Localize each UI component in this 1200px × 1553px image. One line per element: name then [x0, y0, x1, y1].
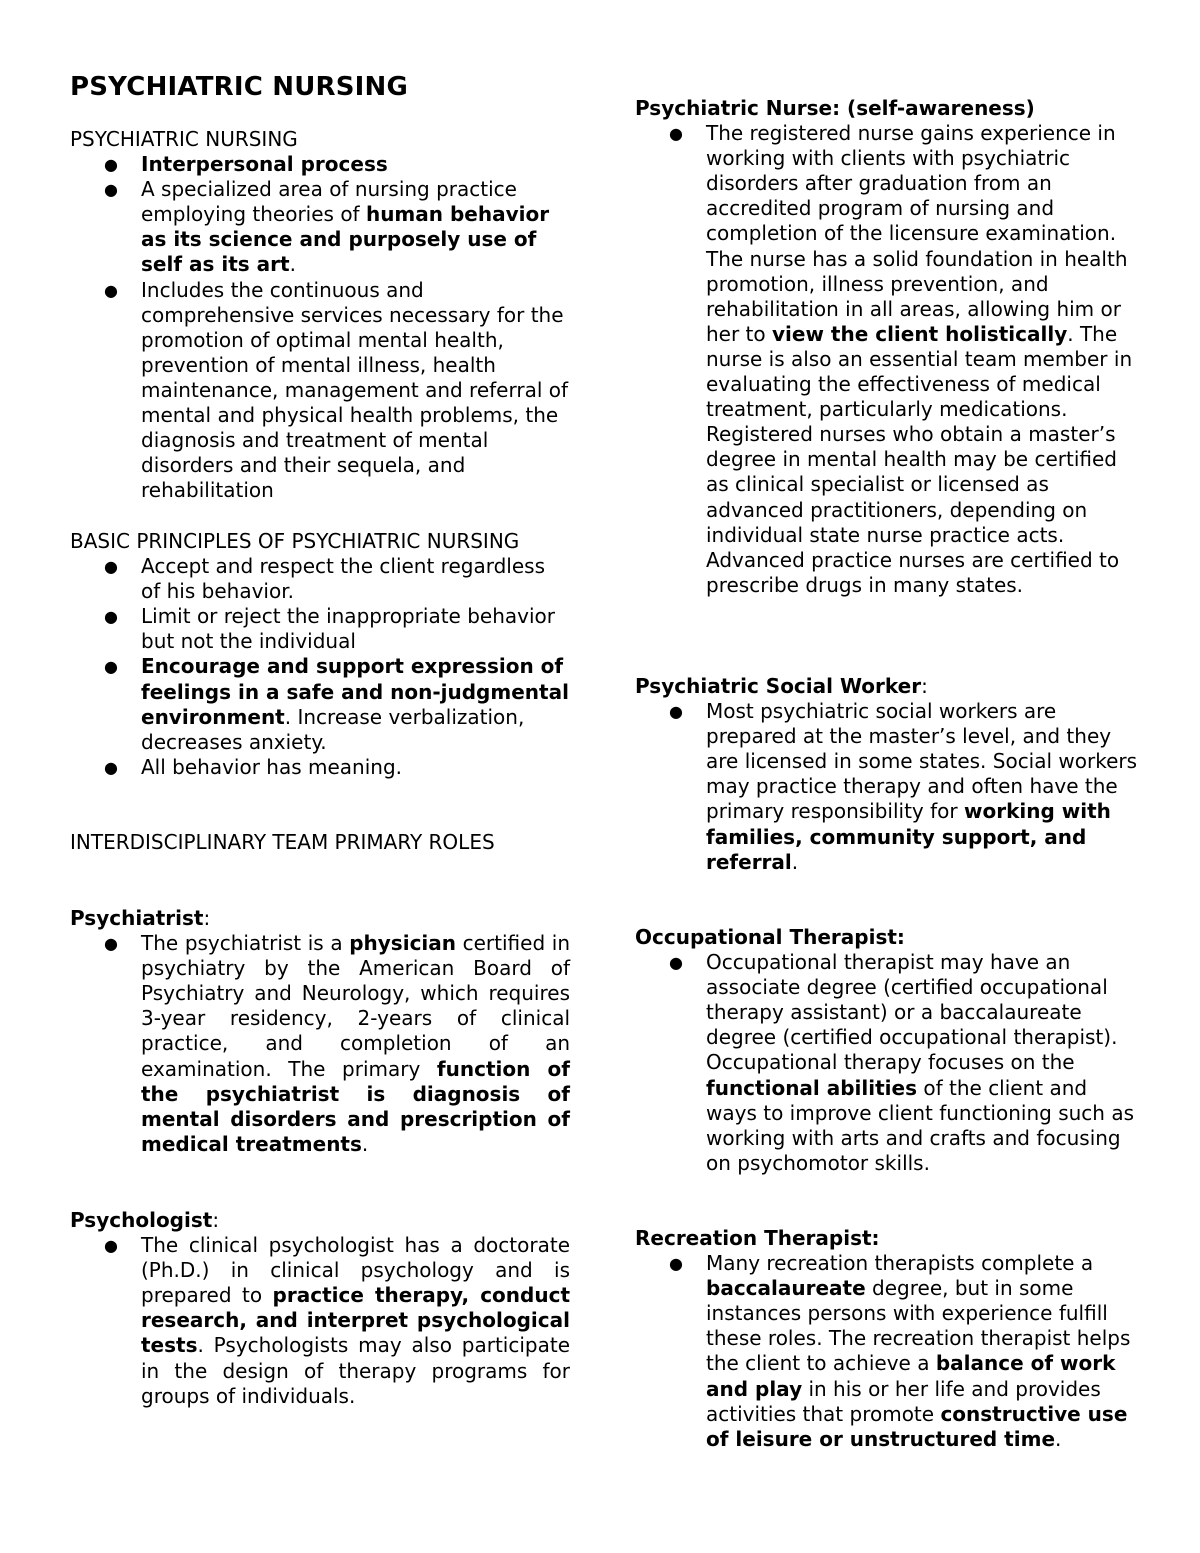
bullet-list — [70, 1233, 570, 1409]
section-social-worker — [635, 674, 1140, 875]
list-item: ● Accept and respect the client regardless of his behavior. — [104, 554, 545, 604]
bullet-icon: ● — [104, 757, 118, 777]
section-psychiatrist — [70, 906, 570, 1157]
bullet-icon: ● — [669, 124, 683, 144]
bullet-list — [70, 152, 570, 503]
bullet-list — [635, 121, 1140, 598]
bullet-list — [635, 950, 1140, 1176]
section-psychiatric-nursing — [70, 127, 570, 503]
section-basic-principles — [70, 529, 570, 780]
list-item: ● The psychiatrist is a physician certified in psychiatry by the American Board of Psychiatry and Neurology, which requires 3-year residency, 2-years of clinical practice, and completion of an examination. The primary function of the psychiatrist is diagnosis of mental disorders and prescription of medical treatments. — [104, 931, 570, 1156]
section-interdisciplinary-team — [70, 830, 570, 855]
bullet-list — [70, 931, 570, 1157]
bullet-icon: ● — [669, 702, 683, 722]
section-heading: INTERDISCIPLINARY TEAM PRIMARY ROLES — [70, 830, 495, 854]
bullet-list — [70, 554, 570, 780]
list-item: ● The clinical psychologist has a doctorate (Ph.D.) in clinical psychology and is prepared to practice therapy, conduct research, and interpret psychological tests. Psychologists may also participate in the design of therapy programs for groups of individuals. — [104, 1233, 570, 1408]
list-item: ● Most psychiatric social workers are prepared at the master’s level, and they are licensed in some states. Social workers may practice therapy and often have the primary responsibility for working with families, community support, and referral. — [669, 699, 1138, 874]
role-heading: Psychiatric Social Worker: — [635, 674, 928, 698]
role-heading: Psychologist: — [70, 1208, 220, 1232]
role-heading: Recreation Therapist: — [635, 1226, 880, 1250]
list-item: ● Includes the continuous and comprehensive services necessary for the promotion of optimal mental health, prevention of mental illness, health maintenance, management and referral of mental and physical health problems, the diagnosis and treatment of mental disorders and their sequela, and rehabilitation — [104, 277, 569, 503]
list-item: ● Many recreation therapists complete a baccalaureate degree, but in some instances persons with experience fulfill these roles. The recreation therapist helps the client to achieve a balance of work and play in his or her life and provides activities that promote constructive use of leisure or unstructured time. — [669, 1251, 1131, 1451]
bullet-list — [635, 699, 1140, 875]
role-heading: Occupational Therapist: — [635, 925, 905, 949]
role-heading: Psychiatric Nurse: (self-awareness) — [635, 96, 1035, 120]
bullet-icon: ● — [104, 280, 118, 300]
list-item: ● Limit or reject the inappropriate behavior but not the individual — [104, 604, 555, 654]
bullet-icon: ● — [669, 1254, 683, 1274]
section-heading: PSYCHIATRIC NURSING — [70, 127, 298, 151]
list-item: ● Occupational therapist may have an associate degree (certified occupational therapy assistant) or a baccalaureate degree (certified occupational therapist). Occupational therapy focuses on the functional abilities of the client and ways to improve client functioning such as working with arts and crafts and focusing on psychomotor skills. — [669, 950, 1134, 1175]
bullet-icon: ● — [104, 180, 118, 200]
list-item: ● Interpersonal process — [104, 152, 388, 177]
list-item: ● The registered nurse gains experience in working with clients with psychiatric disorders after graduation from an accredited program of nursing and completion of the licensure examination. The nurse has a solid foundation in health promotion, illness prevention, and rehabilitation in all areas, allowing him or her to view the client holistically. The nurse is also an essential team member in evaluating the effectiveness of medical treatment, particularly medications. Registered nurses who obtain a master’s degree in mental health may be certified as clinical specialist or licensed as advanced practitioners, depending on individual state nurse practice acts. Advanced practice nurses are certified to prescribe drugs in many states. — [669, 121, 1133, 597]
list-item: ● A specialized area of nursing practice employing theories of human behavior as its science and purposely use of self as its art. — [104, 177, 550, 277]
bullet-icon: ● — [104, 657, 118, 677]
bullet-icon: ● — [104, 1236, 118, 1256]
section-recreation-therapist — [635, 1226, 1140, 1452]
bullet-list — [635, 1251, 1140, 1452]
bullet-icon: ● — [104, 934, 118, 954]
bullet-icon: ● — [104, 155, 118, 175]
document-title: PSYCHIATRIC NURSING — [70, 72, 409, 102]
role-heading: Psychiatrist: — [70, 906, 211, 930]
bullet-icon: ● — [669, 953, 683, 973]
section-heading: BASIC PRINCIPLES OF PSYCHIATRIC NURSING — [70, 529, 520, 553]
list-item: ● Encourage and support expression of feelings in a safe and non-judgmental environment. Increase verbalization, decreases anxiety. — [104, 654, 569, 754]
list-item: ● All behavior has meaning. — [104, 754, 403, 779]
bullet-icon: ● — [104, 557, 118, 577]
bullet-icon: ● — [104, 607, 118, 627]
section-psychologist — [70, 1208, 570, 1409]
section-occupational-therapist — [635, 925, 1140, 1176]
section-psychiatric-nurse — [635, 96, 1140, 598]
